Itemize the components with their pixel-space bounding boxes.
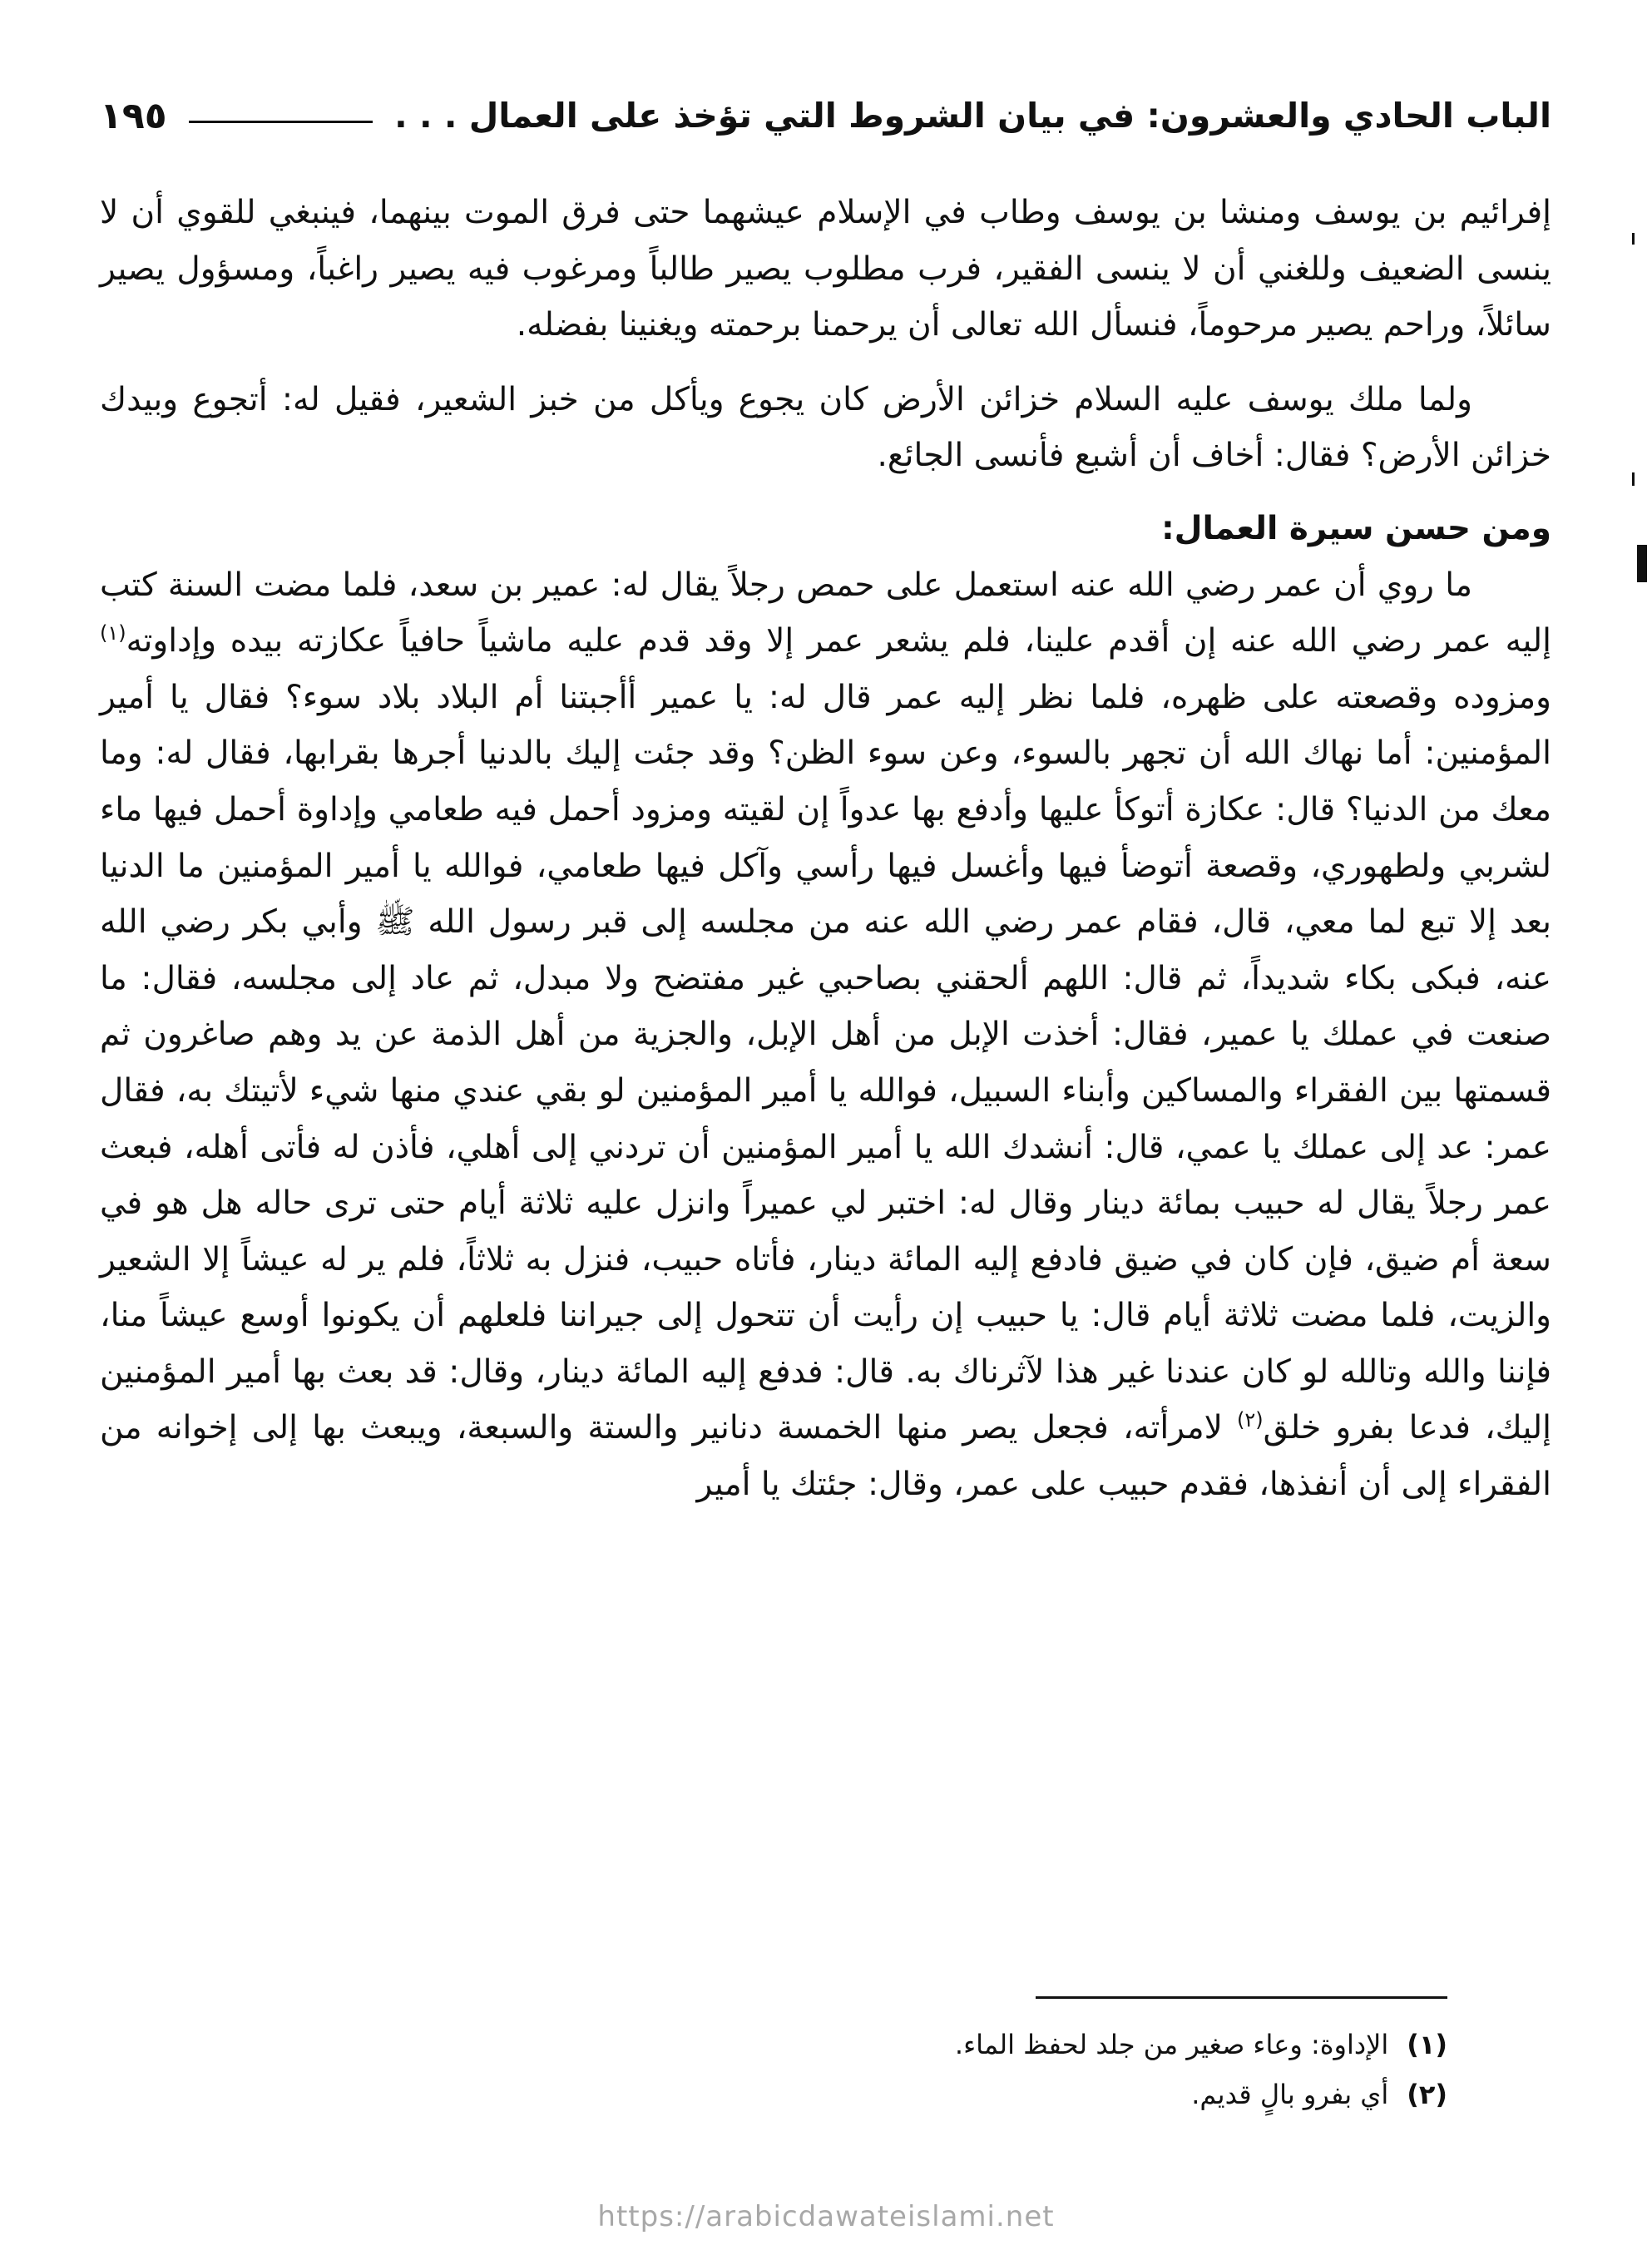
- footnote-number: (٢): [1407, 2079, 1447, 2110]
- chapter-title: الباب الحادي والعشرون: في بيان الشروط التي تؤخذ على العمال . . .: [394, 96, 1551, 136]
- footnote-separator: [1036, 1996, 1447, 1999]
- footnote-1: [749, 2020, 1447, 2070]
- paragraph-3-part-3: لامرأته، فجعل يصر منها الخمسة دنانير والستة والسبعة، ويبعث بها إلى إخوانه من الفقراء إلى أن أنفذها، فقدم حبيب على عمر، وقال: جئتك يا أمير: [100, 1409, 1551, 1504]
- scan-artifact: [1632, 472, 1635, 486]
- paragraph-2: ولما ملك يوسف عليه السلام خزائن الأرض كان يجوع ويأكل من خبز الشعير، فقيل له: أتجوع وبيدك خزائن الأرض؟ فقال: أخاف أن أشبع فأنسى الجائع.: [100, 380, 1551, 475]
- paragraph-3-part-1: ما روي أن عمر رضي الله عنه استعمل على حمص رجلاً يقال له: عمير بن سعد، فلما مضت السنة كتب إليه عمر رضي الله عنه إن أقدم علينا، فلم يشعر عمر إلا وقد قدم عليه ماشياً حافياً عكازته بيده وإداوته: [100, 566, 1551, 660]
- running-header: [100, 87, 1551, 145]
- paragraph-1: إفرائيم بن يوسف ومنشا بن يوسف وطاب في الإسلام عيشهما حتى فرق الموت بينهما، فينبغي للقوي أن لا ينسى الضعيف وللغني أن لا ينسى الفقير، فرب مطلوب يصير طالباً ومرغوب فيه يصير راغباً، ومسؤول يصير سائلاً، وراحم يصير مرحوماً، فنسأل الله تعالى أن يرحمنا برحمته ويغنينا بفضله.: [100, 194, 1551, 344]
- section-subheading: ومن حسن سيرة العمال:: [1161, 509, 1551, 547]
- scan-artifact: [1637, 545, 1647, 582]
- footnotes: [749, 2020, 1447, 2119]
- watermark-url: https://arabicdawateislami.net: [597, 2200, 1055, 2233]
- footnote-reference-1: (١): [100, 621, 126, 645]
- footnote-2: [749, 2070, 1447, 2119]
- main-text: [100, 185, 1551, 1513]
- footnote-text: الإداوة: وعاء صغير من جلد لحفظ الماء.: [954, 2029, 1389, 2060]
- footnote-number: (١): [1407, 2029, 1447, 2060]
- footnote-reference-2: (٢): [1237, 1408, 1264, 1432]
- page-number: ١٩٥: [100, 94, 167, 137]
- paragraph-3-part-2: ومزوده وقصعته على ظهره، فلما نظر إليه عمر قال له: يا عمير أأجبتنا أم البلاد بلاد سوء؟ فقال يا أمير المؤمنين: أما نهاك الله أن تجهر بالسوء، وعن سوء الظن؟ وقد جئت إليك بالدنيا أجرها بقرابها، فقال له: وما معك من الدنيا؟ قال: عكازة أتوكأ عليها وأدفع بها عدواً إن لقيته ومزود أحمل فيه طعامي وإداوة أحمل فيها ماء لشربي ولطهوري، وقصعة أتوضأ فيها وأغسل فيها رأسي وآكل فيها طعامي، فوالله يا أمير المؤمنين ما الدنيا بعد إلا تبع لما معي، قال، فقام عمر رضي الله عنه من مجلسه إلى قبر رسول الله ﷺ وأبي بكر رضي الله عنه، فبكى بكاء شديداً، ثم قال: اللهم ألحقني بصاحبي غير مفتضح ولا مبدل، ثم عاد إلى مجلسه، فقال: ما صنعت في عملك يا عمير، فقال: أخذت الإبل من أهل الإبل، والجزية من أهل الذمة عن يد وهم صاغرون ثم قسمتها بين الفقراء والمساكين وأبناء السبيل، فوالله يا أمير المؤمنين لو بقي عندي منها شيء لأتيتك به، فقال عمر: عد إلى عملك يا عمي، قال: أنشدك الله يا أمير المؤمنين أن تردني إلى أهلي، فأذن له فأتى أهله، فبعث عمر رجلاً يقال له حبيب بمائة دينار وقال له: اختبر لي عميراً وانزل عليه ثلاثة أيام حتى ترى حاله هل هو في سعة أم ضيق، فإن كان في ضيق فادفع إليه المائة دينار، فأتاه حبيب، فنزل به ثلاثاً، فلم ير له عيشاً إلا الشعير والزيت، فلما مضت ثلاثة أيام قال: يا حبيب إن رأيت أن تتحول إلى جيراننا فلعلهم أن يكونوا أوسع عيشاً منا، فإننا والله وتالله لو كان عندنا غير هذا لآثرناك به. قال: فدفع إليه المائة دينار، وقال: قد بعث بها أمير المؤمنين إليك، فدعا بفرو خلق: [100, 678, 1551, 1447]
- footnote-text: أي بفرو بالٍ قديم.: [1191, 2079, 1389, 2110]
- scan-artifact: [1632, 233, 1635, 245]
- paragraph-3: [100, 557, 1551, 1513]
- header-rule: [189, 121, 373, 123]
